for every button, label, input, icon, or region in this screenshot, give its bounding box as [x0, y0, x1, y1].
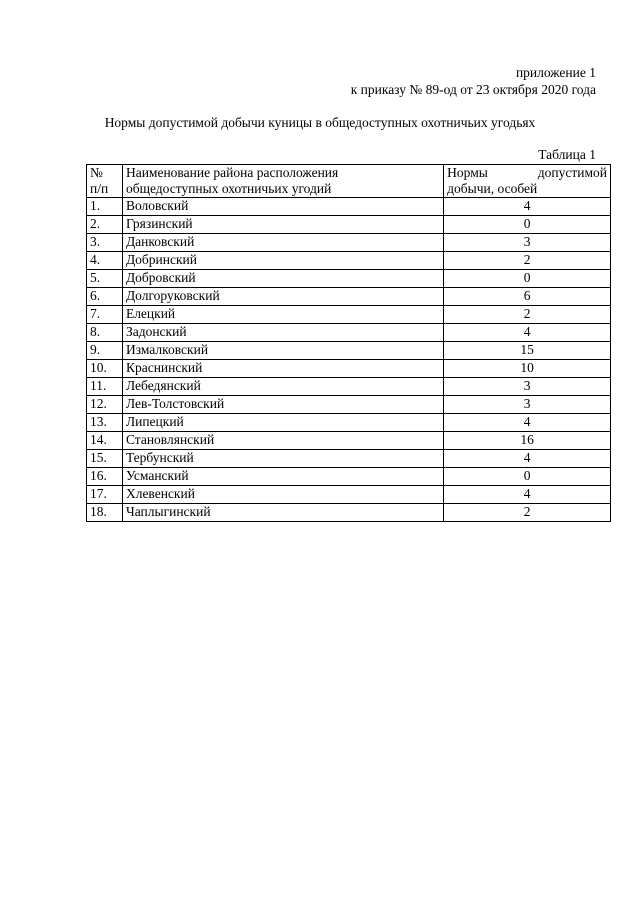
- district-name: Измалковский: [122, 342, 443, 360]
- table-row: [87, 306, 611, 324]
- header-allowed-norm: Нормы допустимой добычи, особей: [444, 165, 611, 198]
- row-number: 17.: [87, 486, 123, 504]
- appendix-reference: [351, 64, 596, 98]
- allowed-norm-value: 2: [444, 252, 611, 270]
- table-caption: Таблица 1: [538, 147, 596, 162]
- allowed-norm-value: 3: [444, 378, 611, 396]
- table-row: [87, 468, 611, 486]
- district-name: Долгоруковский: [122, 288, 443, 306]
- allowed-norm-value: 4: [444, 324, 611, 342]
- table-header-row: [87, 165, 611, 198]
- allowed-norm-value: 0: [444, 468, 611, 486]
- table-row: [87, 252, 611, 270]
- table-row: [87, 198, 611, 216]
- row-number: 2.: [87, 216, 123, 234]
- row-number: 12.: [87, 396, 123, 414]
- row-number: 1.: [87, 198, 123, 216]
- table-row: [87, 432, 611, 450]
- allowed-norm-value: 10: [444, 360, 611, 378]
- table-row: [87, 504, 611, 522]
- allowed-norm-value: 16: [444, 432, 611, 450]
- row-number: 18.: [87, 504, 123, 522]
- district-name: Лебедянский: [122, 378, 443, 396]
- header-number: № п/п: [87, 165, 123, 198]
- table-row: [87, 414, 611, 432]
- district-name: Лев-Толстовский: [122, 396, 443, 414]
- allowed-norm-value: 6: [444, 288, 611, 306]
- allowed-norm-value: 3: [444, 234, 611, 252]
- allowed-norm-value: 3: [444, 396, 611, 414]
- row-number: 11.: [87, 378, 123, 396]
- norms-table: [86, 164, 611, 522]
- allowed-norm-value: 4: [444, 414, 611, 432]
- row-number: 7.: [87, 306, 123, 324]
- allowed-norm-value: 15: [444, 342, 611, 360]
- row-number: 15.: [87, 450, 123, 468]
- document-title: Нормы допустимой добычи куницы в общедоступных охотничьих угодьях: [104, 115, 536, 130]
- row-number: 9.: [87, 342, 123, 360]
- row-number: 16.: [87, 468, 123, 486]
- table-row: [87, 378, 611, 396]
- table-row: [87, 450, 611, 468]
- table-row: [87, 324, 611, 342]
- table-row: [87, 216, 611, 234]
- row-number: 4.: [87, 252, 123, 270]
- allowed-norm-value: 2: [444, 306, 611, 324]
- allowed-norm-value: 2: [444, 504, 611, 522]
- appendix-label: приложение 1: [515, 65, 596, 80]
- header-district-name: Наименование района расположения общедоступных охотничьих угодий: [122, 165, 443, 198]
- order-reference: к приказу № 89-од от 23 октября 2020 года: [350, 82, 596, 97]
- row-number: 5.: [87, 270, 123, 288]
- allowed-norm-value: 4: [444, 198, 611, 216]
- district-name: Добровский: [122, 270, 443, 288]
- district-name: Усманский: [122, 468, 443, 486]
- district-name: Грязинский: [122, 216, 443, 234]
- district-name: Задонский: [122, 324, 443, 342]
- table-row: [87, 360, 611, 378]
- district-name: Елецкий: [122, 306, 443, 324]
- row-number: 10.: [87, 360, 123, 378]
- row-number: 8.: [87, 324, 123, 342]
- district-name: Данковский: [122, 234, 443, 252]
- district-name: Хлевенский: [122, 486, 443, 504]
- district-name: Воловский: [122, 198, 443, 216]
- row-number: 3.: [87, 234, 123, 252]
- table-row: [87, 486, 611, 504]
- district-name: Липецкий: [122, 414, 443, 432]
- table-row: [87, 342, 611, 360]
- table-row: [87, 234, 611, 252]
- allowed-norm-value: 4: [444, 450, 611, 468]
- allowed-norm-value: 0: [444, 270, 611, 288]
- allowed-norm-value: 4: [444, 486, 611, 504]
- table-row: [87, 288, 611, 306]
- district-name: Тербунский: [122, 450, 443, 468]
- district-name: Становлянский: [122, 432, 443, 450]
- allowed-norm-value: 0: [444, 216, 611, 234]
- row-number: 13.: [87, 414, 123, 432]
- row-number: 14.: [87, 432, 123, 450]
- district-name: Краснинский: [122, 360, 443, 378]
- district-name: Чаплыгинский: [122, 504, 443, 522]
- table-row: [87, 396, 611, 414]
- table-row: [87, 270, 611, 288]
- district-name: Добринский: [122, 252, 443, 270]
- row-number: 6.: [87, 288, 123, 306]
